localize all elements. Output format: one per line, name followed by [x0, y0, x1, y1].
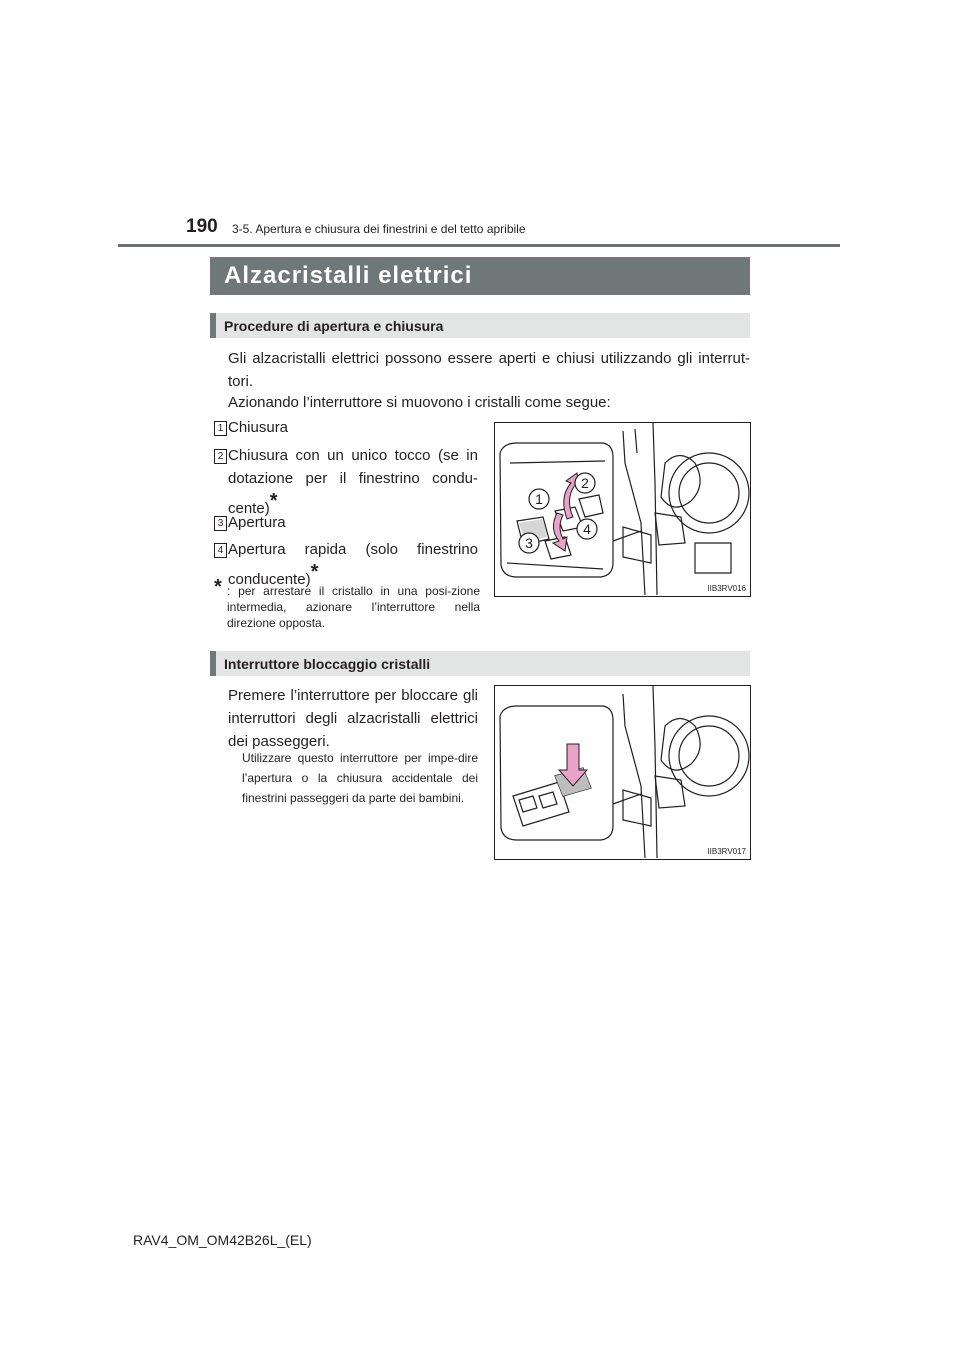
figure-window-switches: [494, 422, 751, 597]
item-number: 4: [214, 543, 227, 558]
intro-paragraph: Gli alzacristalli elettrici possono essere aperti e chiusi utilizzando gli interrut-tori.: [228, 350, 750, 390]
item-number: 1: [214, 421, 227, 436]
footnote-mark: *: [214, 576, 222, 598]
footnote-text: : per arrestare il cristallo in una posi-zione intermedia, azionare l’interruttore nella direzione opposta.: [227, 584, 480, 630]
figure-window-lock: [494, 685, 751, 860]
lead-paragraph: Azionando l’interruttore si muovono i cristalli come segue:: [228, 394, 611, 411]
item-text: Apertura: [228, 514, 286, 531]
window-switch-illustration: [495, 423, 750, 596]
section-title: Alzacristalli elettrici: [224, 262, 473, 289]
subsection-accent: [210, 651, 216, 676]
section-title-bar: [210, 257, 750, 295]
callout-1: 1: [535, 491, 543, 507]
subsection-title: Interruttore bloccaggio cristalli: [224, 656, 431, 672]
footnote-star: *: [310, 561, 319, 583]
running-head: 3-5. Apertura e chiusura dei finestrini e del tetto apribile: [232, 222, 526, 236]
item-text: Chiusura con un unico tocco (se in dotazione per il finestrino condu-cente): [228, 447, 478, 517]
callout-2: 2: [581, 475, 589, 491]
figure-code: IIB3RV016: [707, 584, 746, 593]
item-text: Apertura rapida (solo finestrino conducente): [228, 541, 478, 588]
footnote-star: *: [269, 490, 278, 512]
subsection-title: Procedure di apertura e chiusura: [224, 318, 444, 334]
item-text: Chiusura: [228, 419, 289, 436]
lock-note: Utilizzare questo interruttore per impe-dire l’apertura o la chiusura accidentale dei finestrini passeggeri da parte dei bambini.: [242, 751, 478, 805]
callout-4: 4: [583, 521, 591, 537]
header-rule: [118, 244, 840, 247]
footnote: [214, 576, 480, 631]
item-number: 3: [214, 516, 227, 531]
callout-3: 3: [525, 535, 533, 551]
window-lock-illustration: [495, 686, 750, 859]
figure-code: IIB3RV017: [707, 847, 746, 856]
lock-paragraph: Premere l’interruttore per bloccare gli interruttori degli alzacristalli elettrici dei passeggeri.: [228, 687, 478, 750]
subsection-heading-procedures: [210, 313, 750, 338]
page-number: 190: [186, 216, 218, 237]
footer-model-code: RAV4_OM_OM42B26L_(EL): [133, 1232, 312, 1248]
subsection-accent: [210, 313, 216, 338]
subsection-heading-lock: [210, 651, 750, 676]
item-number: 2: [214, 449, 227, 464]
